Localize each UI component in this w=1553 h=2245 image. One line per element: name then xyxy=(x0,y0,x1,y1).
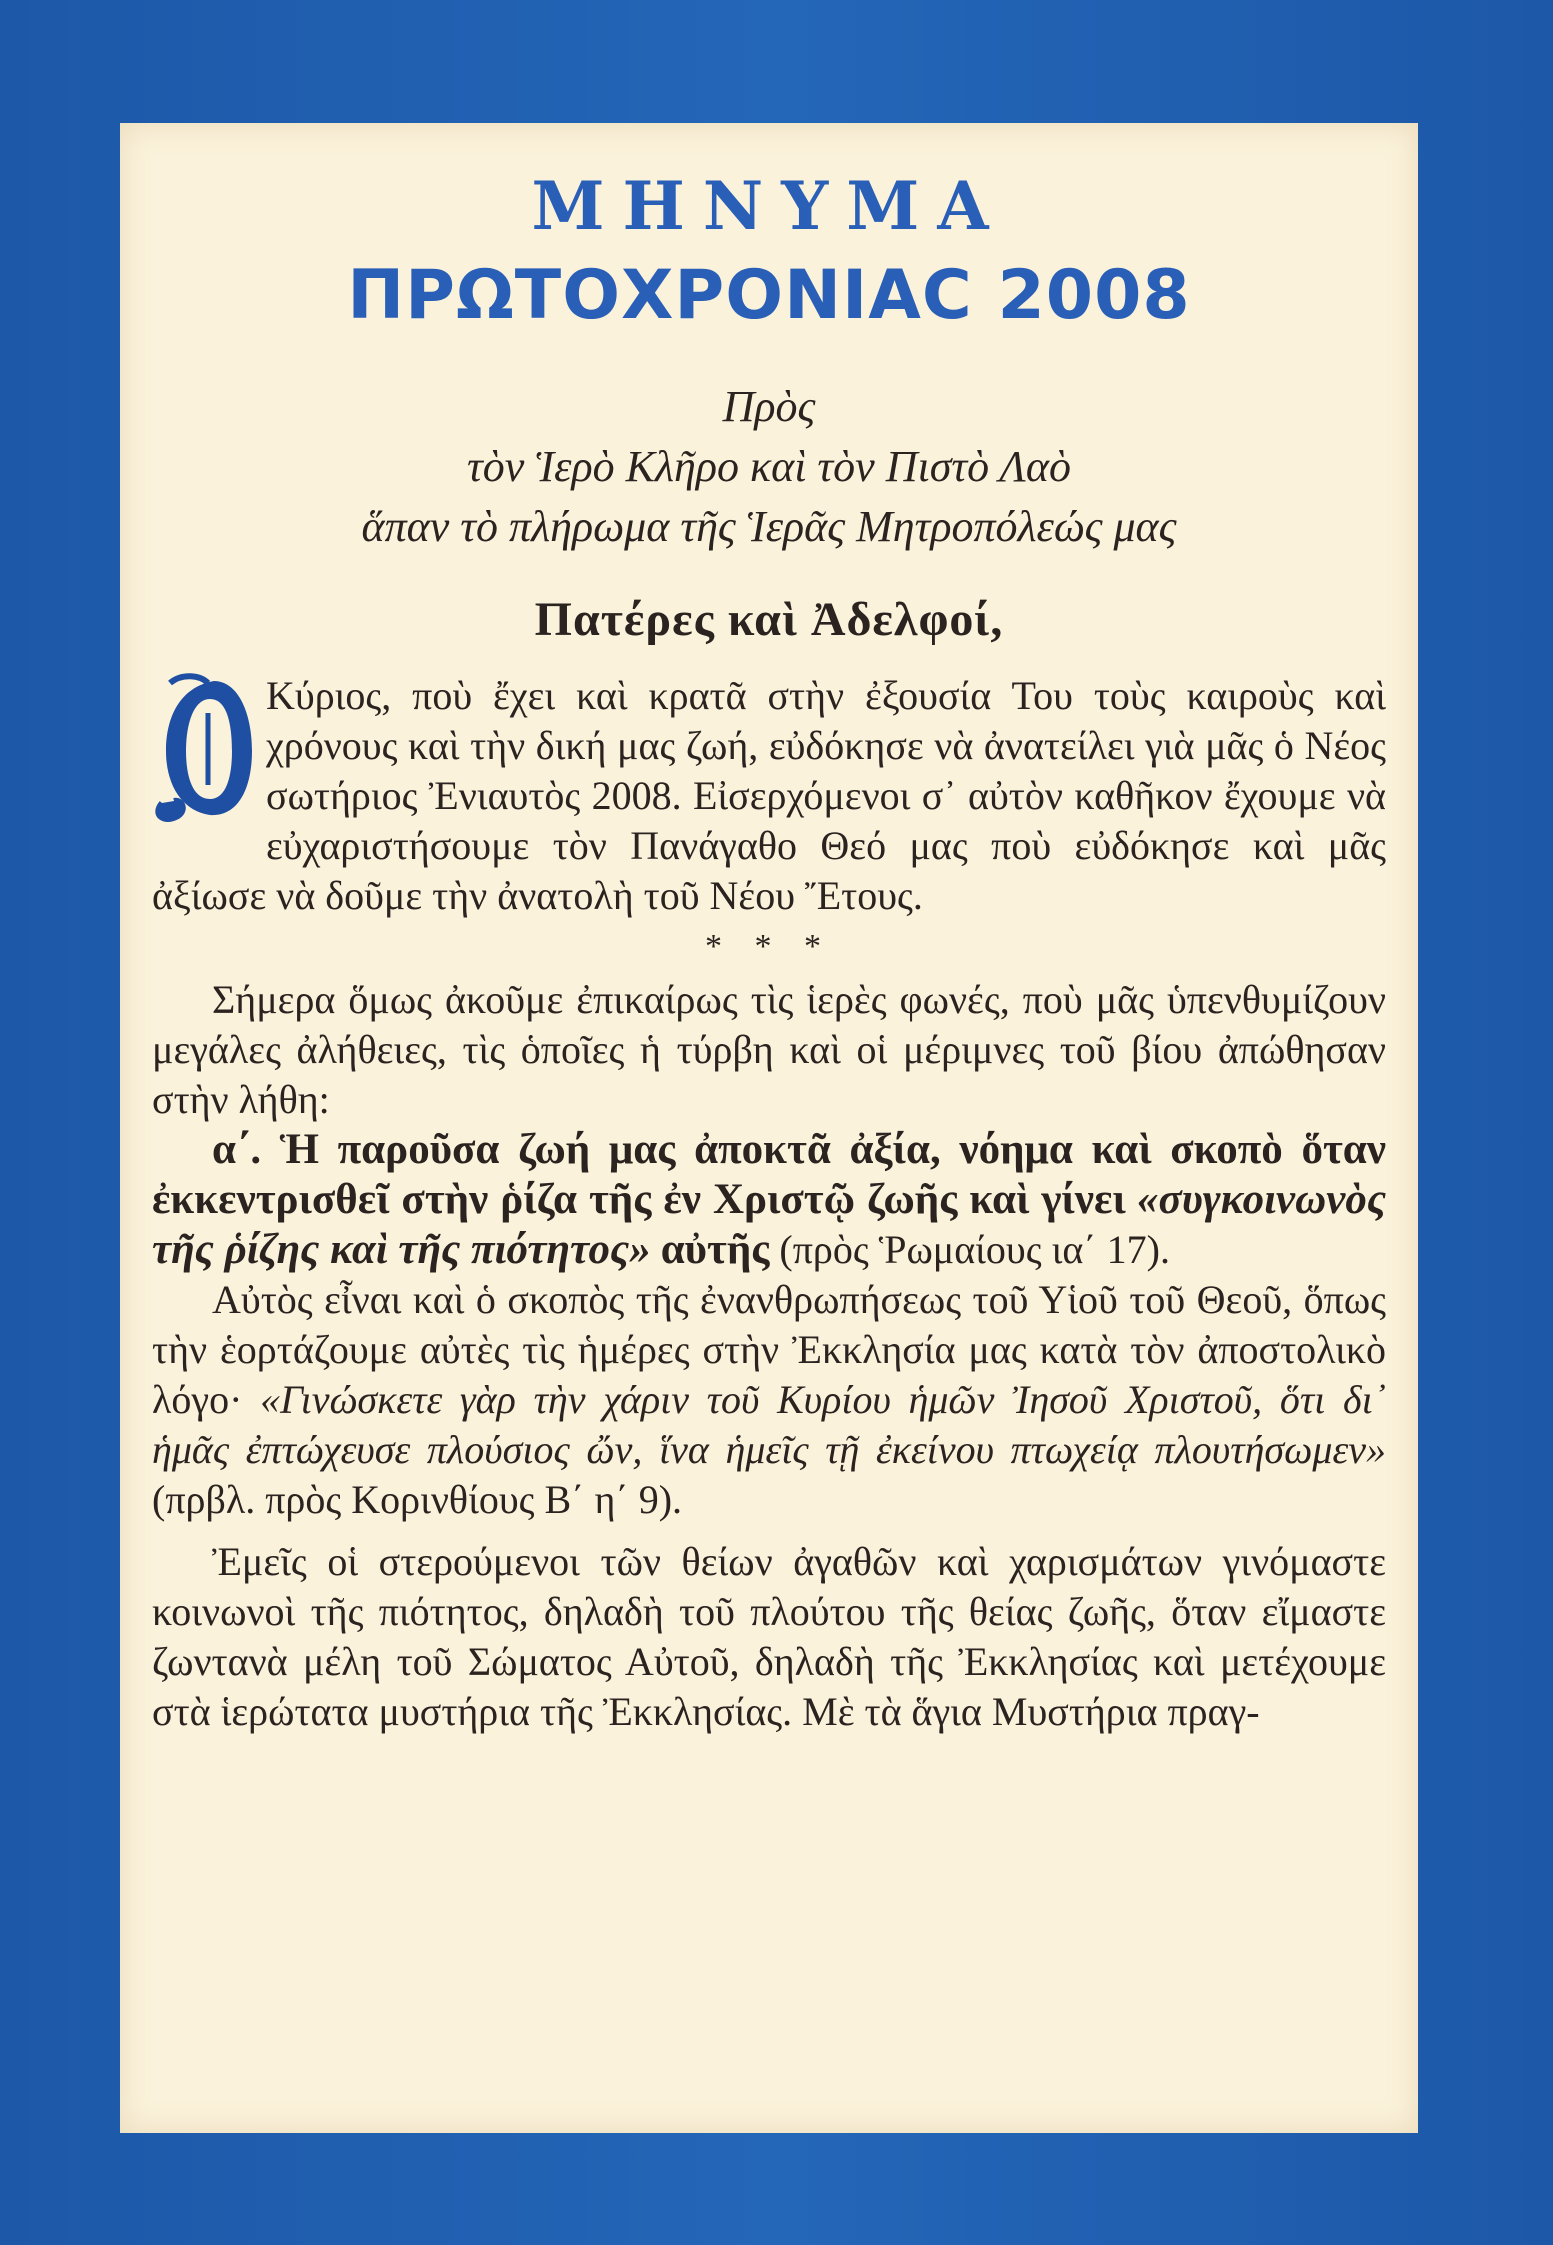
paragraph-4-text: Αὐτὸς εἶναι καὶ ὁ σκοπὸς τῆς ἐνανθρωπήσεως τοῦ Υἱοῦ τοῦ Θεοῦ, ὅπως τὴν ἑορτάζουμε αὐτὲς τὶς ἡμέρες στὴν Ἐκκλησία μας κατὰ τὸν ἀποστολικὸ λόγο· xyxy=(152,1277,1386,1422)
address-block xyxy=(152,377,1386,557)
document-title-line2: ΠΡΩΤΟΧΡΟΝΙΑC 2008 xyxy=(347,256,1191,335)
paragraph-3-bold-end: αὐτῆς xyxy=(660,1226,770,1273)
ornate-initial-O-icon xyxy=(152,673,260,823)
document-title-line1: ΜΗΝΥΜΑ xyxy=(531,167,1007,245)
paragraph-1 xyxy=(152,671,1386,921)
paragraph-2: Σήμερα ὅμως ἀκοῦμε ἐπικαίρως τὶς ἱερὲς φωνές, ποὺ μᾶς ὑπενθυμίζουν μεγάλες ἀλήθειες, τὶς ὁποῖες ἡ τύρβη καὶ οἱ μέριμνες τοῦ βίου ἀπώθησαν στὴν λήθη: xyxy=(152,977,1386,1122)
paragraph-3-quote: «συγκοινωνὸς τῆς ῥίζης καὶ τῆς πιότητος» xyxy=(152,1176,1386,1273)
salutation: Πατέρες καὶ Ἀδελφοί, xyxy=(534,593,1004,646)
paragraph-5: Ἐμεῖς οἱ στερούμενοι τῶν θείων ἀγαθῶν καὶ χαρισμάτων γινόμαστε κοινωνοὶ τῆς πιότητος, δηλαδὴ τοῦ πλούτου τῆς θείας ζωῆς, ὅταν εἴμαστε ζωντανὰ μέλη τοῦ Σώματος Αὐτοῦ, δηλαδὴ τῆς Ἐκκλησίας καὶ μετέχουμε στὰ ἱερώτατα μυστήρια τῆς Ἐκκλησίας. Μὲ τὰ ἅγια Μυστήρια πραγ- xyxy=(152,1539,1386,1734)
address-line-3: ἅπαν τὸ πλήρωμα τῆς Ἱερᾶς Μητροπόλεώς μας xyxy=(361,502,1177,551)
paragraph-4 xyxy=(152,1275,1386,1525)
paragraph-1-text: Κύριος, ποὺ ἔχει καὶ κρατᾶ στὴν ἐξουσία Του τοὺς καιροὺς καὶ χρόνους καὶ τὴν δική μας ζωή, εὐδόκησε νὰ ἀνατείλει γιὰ μᾶς ὁ Νέος σωτήριος Ἐνιαυτὸς 2008. Εἰσερχόμενοι σ᾽ αὐτὸν καθῆκον ἔχουμε νὰ εὐχαριστήσουμε τὸν Πανάγαθο Θεό μας ποὺ εὐδόκησε καὶ μᾶς ἀξίωσε νὰ δοῦμε τὴν ἀνατολὴ τοῦ Νέου Ἔτους. xyxy=(152,673,1386,918)
paragraph-4-reference: (πρβλ. πρὸς Κορινθίους Β΄ η΄ 9). xyxy=(152,1477,683,1522)
document-page xyxy=(120,123,1418,2133)
address-line-2: τὸν Ἱερὸ Κλῆρο καὶ τὸν Πιστὸ Λαὸ xyxy=(466,442,1072,491)
body-text xyxy=(152,671,1386,1737)
paragraph-3-reference: (πρὸς Ῥωμαίους ια΄ 17). xyxy=(779,1227,1170,1272)
paragraph-3-bold: α΄. Ἡ παροῦσα ζωή μας ἀποκτᾶ ἀξία, νόημα καὶ σκοπὸ ὅταν ἐκκεντρισθεῖ στὴν ῥίζα τῆς ἐν Χριστῷ ζωῆς καὶ γίνει xyxy=(152,1126,1386,1223)
paragraph-3 xyxy=(152,1125,1386,1275)
section-separator: * * * xyxy=(705,928,833,965)
address-line-1: Πρὸς xyxy=(722,382,816,431)
paragraph-4-quote: «Γινώσκετε γὰρ τὴν χάριν τοῦ Κυρίου ἡμῶν Ἰησοῦ Χριστοῦ, ὅτι δι᾽ ἡμᾶς ἐπτώχευσε πλούσιος ὤν, ἵνα ἡμεῖς τῇ ἐκείνου πτωχείᾳ πλουτήσωμεν» xyxy=(152,1377,1387,1472)
